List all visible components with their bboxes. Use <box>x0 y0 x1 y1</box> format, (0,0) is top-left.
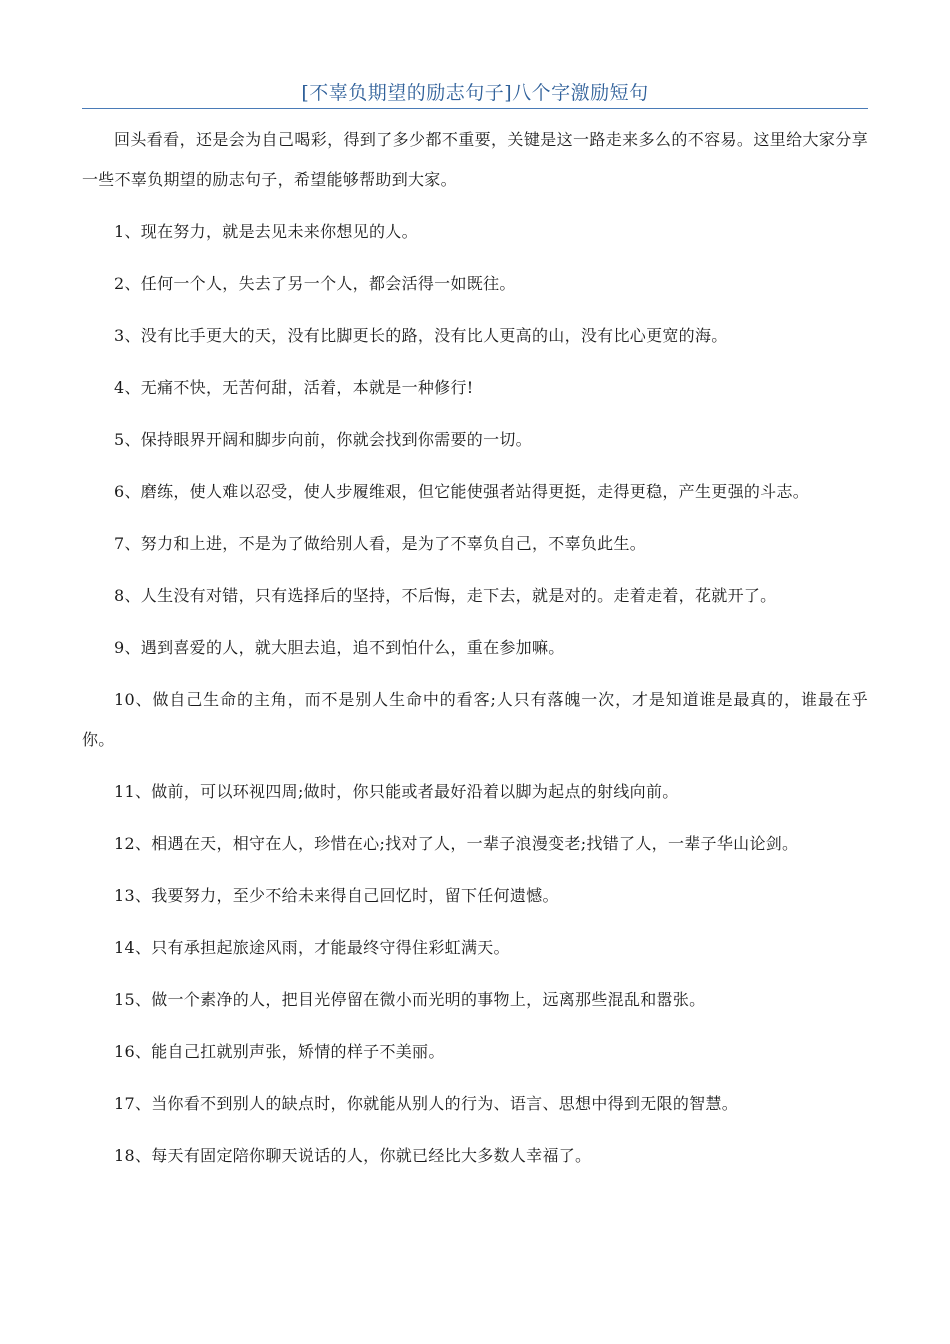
quote-item-4: 4、无痛不快，无苦何甜，活着，本就是一种修行! <box>114 378 474 397</box>
quote-item-15: 15、做一个素净的人，把目光停留在微小而光明的事物上，远离那些混乱和嚣张。 <box>114 990 706 1009</box>
quote-item-12: 12、相遇在天，相守在人，珍惜在心;找对了人，一辈子浪漫变老;找错了人，一辈子华山论剑。 <box>114 834 799 853</box>
title-underline <box>82 108 868 109</box>
quote-item-18: 18、每天有固定陪你聊天说话的人，你就已经比大多数人幸福了。 <box>114 1146 592 1165</box>
quote-item-2: 2、任何一个人，失去了另一个人，都会活得一如既往。 <box>114 274 516 293</box>
quote-item-3: 3、没有比手更大的天，没有比脚更长的路，没有比人更高的山，没有比心更宽的海。 <box>114 326 728 345</box>
quote-item-17: 17、当你看不到别人的缺点时，你就能从别人的行为、语言、思想中得到无限的智慧。 <box>114 1094 739 1113</box>
document-title: [不辜负期望的励志句子]八个字激励短句 <box>301 82 649 104</box>
intro-paragraph: 回头看看，还是会为自己喝彩，得到了多少都不重要，关键是这一路走来多么的不容易。这里给大家分享一些不辜负期望的励志句子，希望能够帮助到大家。 <box>82 130 868 189</box>
quote-item-5: 5、保持眼界开阔和脚步向前，你就会找到你需要的一切。 <box>114 430 532 449</box>
quote-item-14: 14、只有承担起旅途风雨，才能最终守得住彩虹满天。 <box>114 938 510 957</box>
document-body <box>82 120 868 1188</box>
quote-item-9: 9、遇到喜爱的人，就大胆去追，追不到怕什么，重在参加嘛。 <box>114 638 565 657</box>
quote-item-8: 8、人生没有对错，只有选择后的坚持，不后悔，走下去，就是对的。走着走着，花就开了。 <box>114 586 777 605</box>
quote-item-11: 11、做前，可以环视四周;做时，你只能或者最好沿着以脚为起点的射线向前。 <box>114 782 679 801</box>
quote-item-16: 16、能自己扛就别声张，矫情的样子不美丽。 <box>114 1042 445 1061</box>
quote-item-1: 1、现在努力，就是去见未来你想见的人。 <box>114 222 418 241</box>
quote-item-6: 6、磨练，使人难以忍受，使人步履维艰，但它能使强者站得更挺，走得更稳，产生更强的斗志。 <box>114 482 810 501</box>
quote-item-7: 7、努力和上进，不是为了做给别人看，是为了不辜负自己，不辜负此生。 <box>114 534 647 553</box>
quote-item-13: 13、我要努力，至少不给未来得自己回忆时，留下任何遗憾。 <box>114 886 559 905</box>
quote-item-10: 10、做自己生命的主角，而不是别人生命中的看客;人只有落魄一次，才是知道谁是最真的，谁最在乎你。 <box>82 690 868 749</box>
